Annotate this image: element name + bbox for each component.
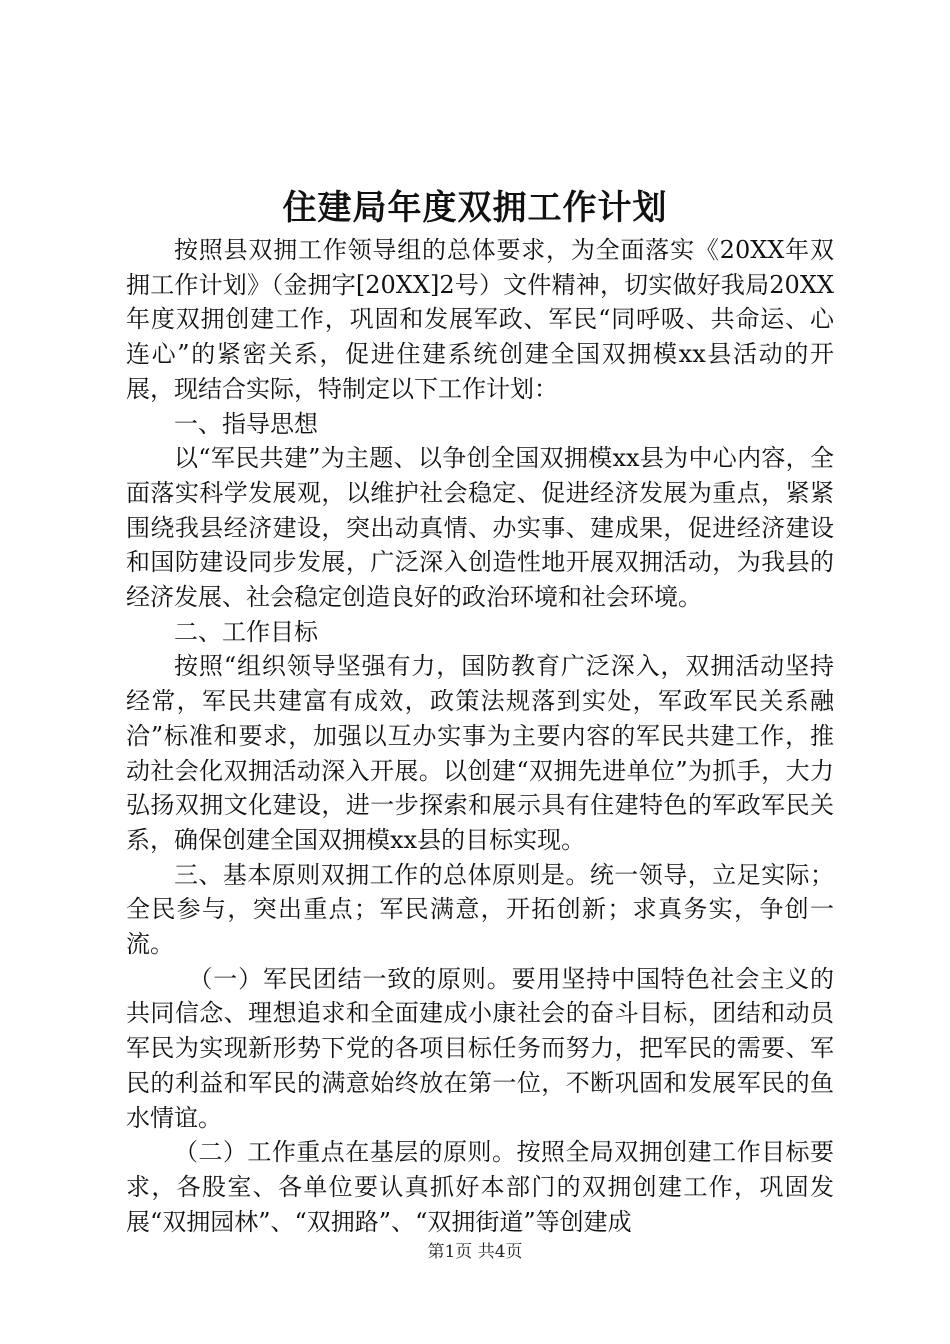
section-heading-guiding-ideology: 一、指导思想: [174, 409, 318, 438]
principle-two-paragraph: （二）工作重点在基层的原则。按照全局双拥创建工作目标要求，各股室、各单位要认真抓好本部门的双拥创建工作，巩固发展“双拥园林”、“双拥路”、“双拥街道”等创建成: [126, 1138, 834, 1236]
document-title: 住建局年度双拥工作计划: [282, 188, 668, 228]
guiding-ideology-paragraph: 以“军民共建”为主题、以争创全国双拥模xx县为中心内容，全面落实科学发展观，以维护社会稳定、促进经济发展为重点，紧紧围绕我县经济建设，突出动真情、办实事、建成果，促进经济建设和国防建设同步发展，广泛深入创造性地开展双拥活动，为我县的经济发展、社会稳定创造良好的政治环境和社会环境。: [126, 444, 834, 612]
principle-one-paragraph: （一）军民团结一致的原则。要用坚持中国特色社会主义的共同信念、理想追求和全面建成小康社会的奋斗目标，团结和动员军民为实现新形势下党的各项目标任务而努力，把军民的需要、军民的利益和军民的满意始终放在第一位，不断巩固和发展军民的鱼水情谊。: [126, 964, 834, 1132]
intro-paragraph: 按照县双拥工作领导组的总体要求，为全面落实《20XX年双拥工作计划》（金拥字[20XX]2号）文件精神，切实做好我局20XX年度双拥创建工作，巩固和发展军政、军民“同呼吸、共命运、心连心”的紧密关系，促进住建系统创建全国双拥模xx县活动的开展，现结合实际，特制定以下工作计划：: [126, 236, 834, 403]
work-goals-paragraph: 按照“组织领导坚强有力，国防教育广泛深入，双拥活动坚持经常，军民共建富有成效，政策法规落到实处，军政军民关系融洽”标准和要求，加强以互办实事为主要内容的军民共建工作，推动社会化双拥活动深入开展。以创建“双拥先进单位”为抓手，大力弘扬双拥文化建设，进一步探索和展示具有住建特色的军政军民关系，确保创建全国双拥模xx县的目标实现。: [126, 652, 834, 854]
document-body: [126, 233, 834, 1239]
basic-principles-paragraph: 三、基本原则双拥工作的总体原则是。统一领导，立足实际；全民参与，突出重点；军民满意，开拓创新；求真务实，争创一流。: [126, 860, 834, 959]
page-number-footer: 第1页 共4页: [427, 1242, 523, 1262]
section-heading-work-goals: 二、工作目标: [174, 617, 318, 646]
